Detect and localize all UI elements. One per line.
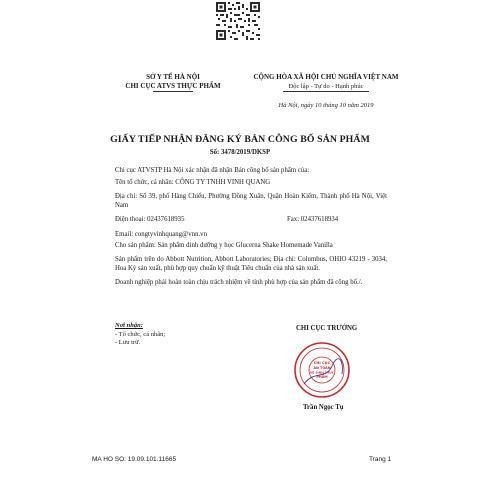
fax-line: Fax: 02437618934 [287,216,339,223]
organization-line: Tên tổ chức, cá nhân: CÔNG TY TNHH VINH QUANG [115,179,271,186]
issue-date: Hà Nội, ngày 10 tháng 10 năm 2019 [278,102,374,109]
national-header [236,73,416,92]
official-stamp [292,340,352,400]
recipient-item: - Tổ chức, cá nhân; [115,330,166,338]
document-number: Số: 3478/2019/DKSP [209,149,271,156]
qr-code-graphic [214,0,262,42]
product-line: Cho sản phẩm: Sản phẩm dinh dưỡng y học Glucerna Shake Homemade Vanilla [115,242,333,249]
issuer-underline [153,91,193,92]
document-title: GIẤY TIẾP NHẬN ĐĂNG KÝ BẢN CÔNG BỐ SẢN PHẨM [110,134,370,145]
qr-code [214,0,262,42]
manufacturer-line: Sản phẩm trên do Abbott Nutrition, Abbott Laboratories; Địa chỉ: Columbus, OHIO 43219 - 3034, Hoa Kỳ sản xuất, phù hợp quy chuẩn kỹ thuật Tiêu chuẩn của nhà sản xuất. [115,256,387,273]
dossier-code: MA HO SO: 19.09.101.11665 [92,456,177,463]
issuer-header [108,73,238,92]
address-line: Địa chỉ: Số 39, phố Hàng Chiếu, Phường Đồng Xuân, Quận Hoàn Kiếm, Thành phố Hà Nội, Việt Nam [115,193,387,210]
issuer-department: SỞ Y TẾ HÀ NỘI [146,73,200,81]
signer-title: CHI CỤC TRƯỞNG [296,325,358,332]
page-number: Trang 1 [369,456,392,463]
email-line: Email: congtyvinhquang@vnn.vn [115,231,207,238]
intro-line: Chi cục ATVSTP Hà Nội xác nhận đã nhận Bản công bố sản phẩm của: [115,167,310,174]
national-motto: Độc lập - Tự do - Hạnh phúc [288,83,364,90]
stamp-text: CHI CỤC [313,361,331,365]
stamp-text: AN TOÀN [313,366,331,370]
stamp-text: PHẨM [316,375,328,379]
motto-underline [283,91,369,92]
recipient-item: - Lưu trữ. [115,339,141,347]
stamp-seal-graphic [292,340,352,400]
responsibility-line: Doanh nghiệp phải hoàn toàn chịu trách nhiệm về tính phù hợp của sản phẩm đã công bố./. [115,279,363,286]
issuer-agency: CHI CỤC ATVS THỰC PHẨM [125,82,221,90]
signer-name: Trần Ngọc Tụ [303,404,344,411]
recipients-block [115,322,165,348]
stamp-text: VỆ SINH THỰC [309,370,335,375]
recipients-title: Nơi nhận: [115,322,143,329]
national-title: CỘNG HÒA XÃ HỘI CHỦ NGHĨA VIỆT NAM [253,73,399,81]
phone-line: Điện thoại: 02437618935 [115,216,185,223]
